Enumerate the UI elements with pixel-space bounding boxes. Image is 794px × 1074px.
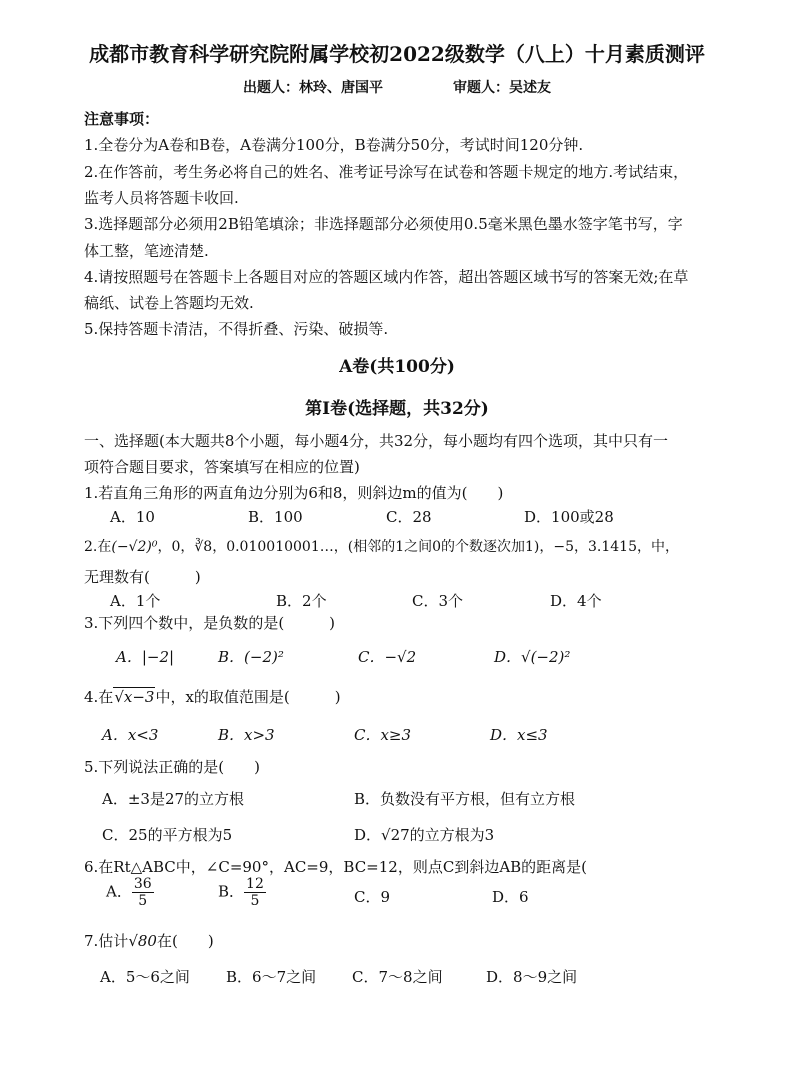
section-a-heading: A卷(共100分) bbox=[339, 357, 455, 377]
q2-stem-2: 无理数有( ) bbox=[84, 568, 201, 586]
q6-option-b-label: B． bbox=[218, 882, 245, 901]
q1-option-d[interactable]: D．100或28 bbox=[524, 508, 614, 526]
q1-option-b[interactable]: B．100 bbox=[248, 508, 303, 526]
q6-b-denominator: 5 bbox=[250, 893, 260, 909]
q2-stem bbox=[84, 536, 679, 556]
q2-option-d[interactable]: D．4个 bbox=[550, 592, 602, 610]
note-5: 5.保持答题卡清洁，不得折叠、污染、破损等. bbox=[84, 320, 389, 338]
q4-option-b[interactable]: B．x>3 bbox=[218, 726, 275, 744]
note-2-cont: 监考人员将答题卡收回. bbox=[84, 189, 239, 207]
q7-stem-pre: 7.估计 bbox=[84, 932, 129, 950]
instructions-1: 一、选择题(本大题共8个小题，每小题4分，共32分，每小题均有四个选项，其中只有一 bbox=[84, 432, 669, 450]
q7-option-d[interactable]: D．8～9之间 bbox=[486, 968, 578, 986]
note-4: 4.请按照题号在答题卡上各题目对应的答题区域内作答，超出答题区域书写的答案无效;在草 bbox=[84, 268, 689, 286]
authors-line bbox=[0, 77, 794, 97]
q5-stem: 5.下列说法正确的是( ) bbox=[84, 758, 261, 776]
notes-heading: 注意事项： bbox=[84, 110, 160, 128]
q2-option-c[interactable]: C．3个 bbox=[412, 592, 464, 610]
q2-stem-post: ，0，∛8，0.010010001…，(相邻的1之间0的个数逐次加1)，−5，3.1415，中， bbox=[157, 539, 679, 555]
note-1: 1.全卷分为A卷和B卷，A卷满分100分，B卷满分50分，考试时间120分钟. bbox=[84, 136, 584, 154]
q6-option-b-fraction bbox=[244, 876, 266, 909]
q7-option-a[interactable]: A．5～6之间 bbox=[100, 968, 190, 986]
q2-stem-pre: 2.在 bbox=[84, 539, 112, 555]
note-4-cont: 稿纸、试卷上答题均无效. bbox=[84, 294, 254, 312]
note-2: 2.在作答前，考生务必将自己的姓名、准考证号涂写在试卷和答题卡规定的地方.考试结束， bbox=[84, 163, 689, 181]
q5-option-a[interactable]: A．±3是27的立方根 bbox=[102, 790, 245, 808]
q7-stem-post: 在( ) bbox=[156, 932, 214, 950]
q6-option-a[interactable] bbox=[106, 876, 154, 909]
q3-option-a[interactable]: A．|−2| bbox=[116, 648, 175, 666]
q7-option-b[interactable]: B．6～7之间 bbox=[226, 968, 317, 986]
q5-option-b[interactable]: B．负数没有平方根，但有立方根 bbox=[354, 790, 576, 808]
note-3-cont: 体工整，笔迹清楚. bbox=[84, 242, 209, 260]
q6-b-numerator: 12 bbox=[246, 876, 264, 892]
q4-option-d[interactable]: D．x≤3 bbox=[490, 726, 548, 744]
q6-a-numerator: 36 bbox=[133, 876, 152, 892]
q6-option-b[interactable] bbox=[218, 876, 266, 909]
q5-option-d[interactable]: D．√27的立方根为3 bbox=[354, 826, 495, 844]
q6-option-a-fraction bbox=[132, 876, 154, 909]
q1-option-a[interactable]: A．10 bbox=[110, 508, 155, 526]
q2-option-a[interactable]: A．1个 bbox=[110, 592, 161, 610]
q4-option-c[interactable]: C．x≥3 bbox=[354, 726, 412, 744]
q6-stem: 6.在Rt△ABC中，∠C=90°，AC=9，BC=12，则点C到斜边AB的距离是( bbox=[84, 858, 588, 876]
part-1-heading: 第Ⅰ卷(选择题，共32分) bbox=[305, 399, 489, 419]
q4-expr: √x−3 bbox=[114, 688, 155, 706]
q3-option-c[interactable]: C．−√2 bbox=[358, 648, 417, 666]
exam-title: 成都市教育科学研究院附属学校初2022级数学（八上）十月素质测评 bbox=[89, 42, 705, 66]
q2-option-b[interactable]: B．2个 bbox=[276, 592, 327, 610]
q6-option-d[interactable]: D．6 bbox=[492, 888, 529, 906]
q6-option-c[interactable]: C．9 bbox=[354, 888, 391, 906]
note-3: 3.选择题部分必须用2B铅笔填涂；非选择题部分必须使用0.5毫米黑色墨水签字笔书写，字 bbox=[84, 215, 683, 233]
q3-stem: 3.下列四个数中，是负数的是( ) bbox=[84, 614, 336, 632]
q7-option-c[interactable]: C．7～8之间 bbox=[352, 968, 443, 986]
q1-stem: 1.若直角三角形的两直角边分别为6和8，则斜边m的值为( ) bbox=[84, 484, 504, 502]
setter: 出题人：林玲、唐国平 bbox=[243, 80, 383, 96]
q2-expr: (−√2)⁰ bbox=[111, 539, 158, 555]
q6-a-denominator: 5 bbox=[138, 893, 148, 909]
q4-option-a[interactable]: A．x<3 bbox=[102, 726, 159, 744]
q7-stem bbox=[84, 930, 214, 951]
q6-option-a-label: A． bbox=[106, 882, 132, 901]
q1-option-c[interactable]: C．28 bbox=[386, 508, 432, 526]
q4-stem-pre: 4.在 bbox=[84, 688, 114, 706]
q5-option-c[interactable]: C．25的平方根为5 bbox=[102, 826, 233, 844]
q3-option-d[interactable]: D．√(−2)² bbox=[494, 648, 571, 666]
instructions-2: 项符合题目要求，答案填写在相应的位置) bbox=[84, 458, 360, 476]
reviewer: 审题人：吴述友 bbox=[453, 80, 551, 96]
q7-expr: √80 bbox=[128, 932, 157, 950]
q3-option-b[interactable]: B．(−2)² bbox=[218, 648, 284, 666]
q4-stem bbox=[84, 686, 341, 707]
q4-stem-post: 中，x的取值范围是( ) bbox=[155, 688, 341, 706]
